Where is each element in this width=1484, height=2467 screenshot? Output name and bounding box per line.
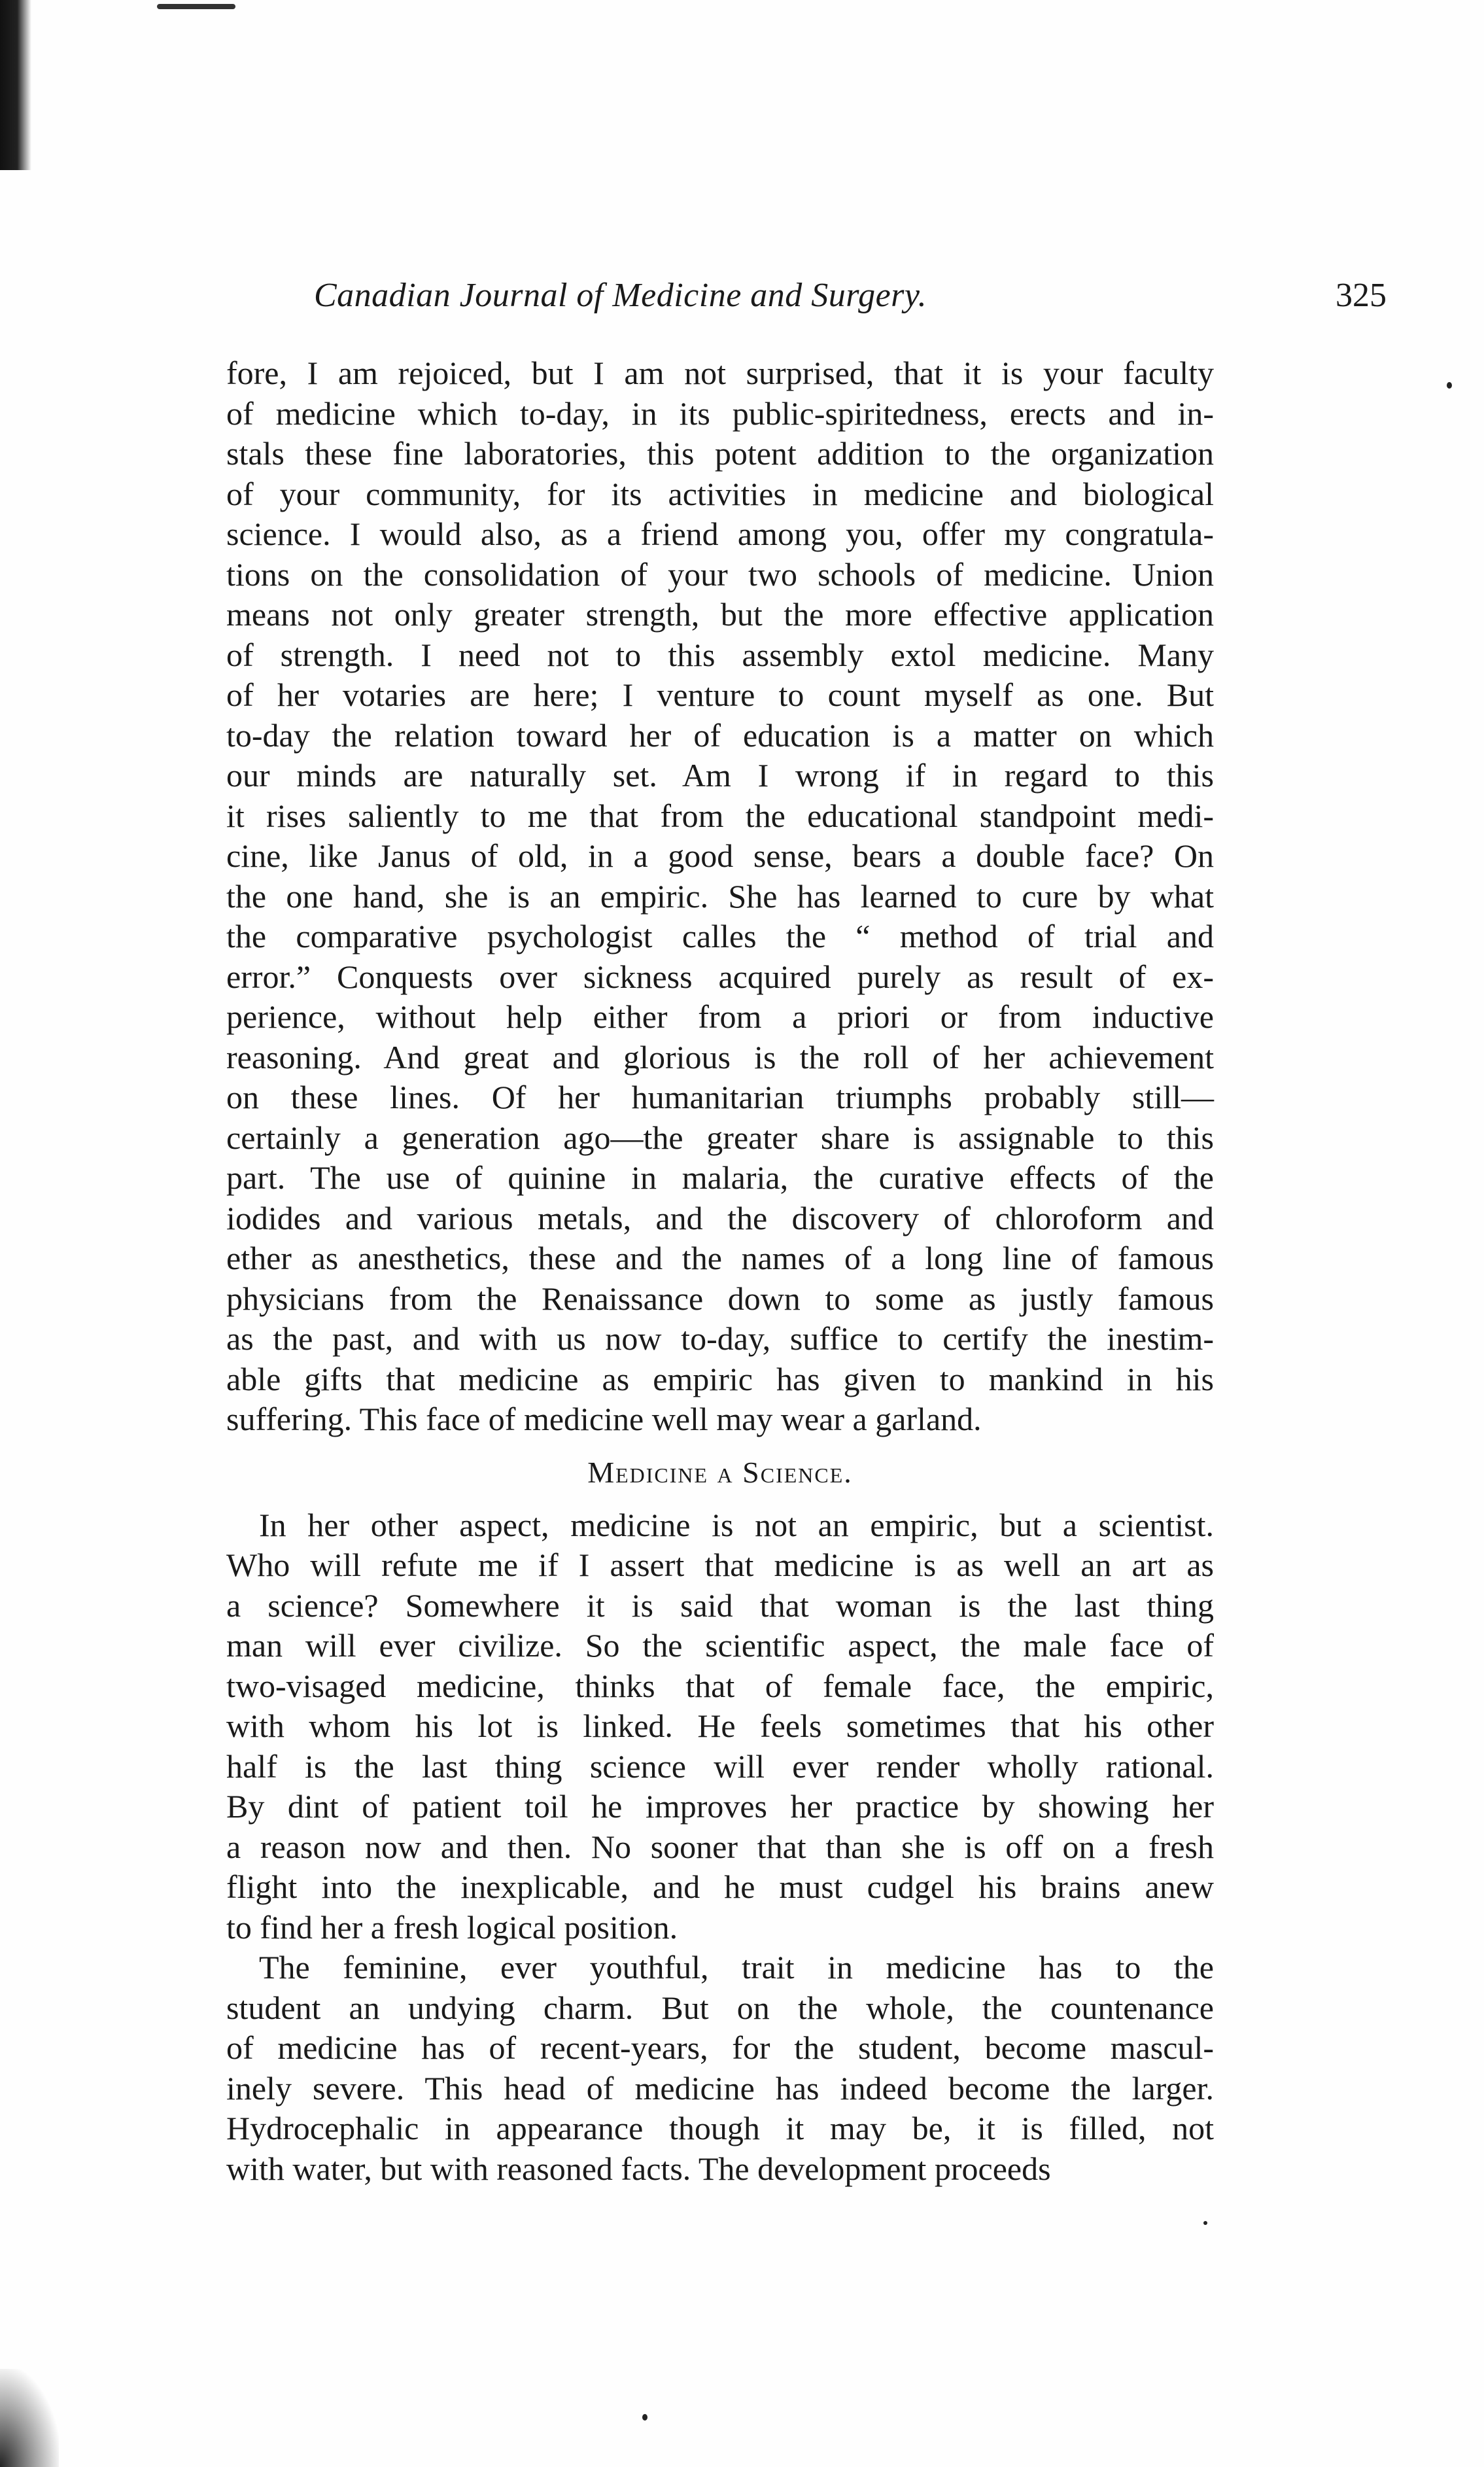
text-line: with whom his lot is linked. He feels sometimes that his other: [226, 1707, 1214, 1744]
scan-mark: [157, 4, 235, 9]
text-line: cine, like Janus of old, in a good sense, bears a double face? On: [226, 837, 1214, 874]
text-line: man will ever civilize. So the scientific aspect, the male face of: [226, 1627, 1214, 1664]
text-line: to find her a fresh logical position.: [226, 1908, 678, 1946]
text-line: of your community, for its activities in medicine and biological: [226, 475, 1214, 512]
text-line: In her other aspect, medicine is not an empiric, but a scientist.: [259, 1506, 1214, 1543]
text-line: error.” Conquests over sickness acquired purely as result of ex-: [226, 958, 1214, 995]
margin-dot: [1203, 2221, 1207, 2225]
scan-edge-artifact: [0, 0, 31, 170]
text-line: of strength. I need not to this assembly extol medicine. Many: [226, 636, 1214, 673]
text-line: part. The use of quinine in malaria, the curative effects of the: [226, 1159, 1214, 1196]
text-line: science. I would also, as a friend among you, offer my congratula-: [226, 516, 1214, 552]
text-line: the one hand, she is an empiric. She has learned to cure by what: [226, 877, 1214, 915]
text-line: The feminine, ever youthful, trait in medicine has to the: [259, 1949, 1214, 1986]
text-line: of medicine which to-day, in its public-spiritedness, erects and in-: [226, 394, 1214, 432]
text-line: perience, without help either from a priori or from inductive: [226, 998, 1214, 1035]
text-line: ether as anesthetics, these and the names of a long line of famous: [226, 1240, 1214, 1276]
text-line: the comparative psychologist calles the “ method of trial and: [226, 918, 1214, 954]
text-line: means not only greater strength, but the more effective application: [226, 596, 1214, 633]
text-line: inely severe. This head of medicine has indeed become the larger.: [226, 2069, 1214, 2107]
text-line: tions on the consolidation of your two schools of medicine. Union: [226, 555, 1214, 593]
section-heading: Medicine a Science.: [587, 1455, 853, 1489]
text-line: half is the last thing science will ever render wholly rational.: [226, 1747, 1214, 1785]
text-line: a reason now and then. No sooner that than she is off on a fresh: [226, 1828, 1214, 1865]
page-header: [314, 270, 1387, 322]
text-line: reasoning. And great and glorious is the roll of her achievement: [226, 1038, 1214, 1076]
text-line: of medicine has of recent-years, for the student, become mascul-: [226, 2029, 1214, 2066]
text-line: as the past, and with us now to-day, suffice to certify the inestim-: [226, 1320, 1214, 1357]
body-text: [226, 353, 1214, 2189]
text-line: certainly a generation ago—the greater share is assignable to this: [226, 1119, 1214, 1156]
text-line: on these lines. Of her humanitarian triumphs probably still—: [226, 1079, 1214, 1115]
margin-dot: [642, 2414, 647, 2421]
text-line: two-visaged medicine, thinks that of female face, the empiric,: [226, 1667, 1214, 1704]
text-line: Who will refute me if I assert that medicine is as well an art as: [226, 1547, 1214, 1583]
text-line: able gifts that medicine as empiric has given to mankind in his: [226, 1360, 1214, 1397]
text-line: suffering. This face of medicine well may wear a garland.: [226, 1401, 982, 1437]
page-number: 325: [1336, 277, 1387, 314]
text-line: physicians from the Renaissance down to some as justly famous: [226, 1280, 1214, 1317]
scan-edge-artifact-bottom: [0, 2369, 59, 2467]
text-line: to-day the relation toward her of education is a matter on which: [226, 716, 1214, 754]
paragraph-3: [226, 1948, 1214, 2189]
text-line: student an undying charm. But on the whole, the countenance: [226, 1989, 1214, 2026]
text-line: of her votaries are here; I venture to count myself as one. But: [226, 676, 1214, 713]
text-line: our minds are naturally set. Am I wrong if in regard to this: [226, 757, 1214, 794]
text-line: fore, I am rejoiced, but I am not surprised, that it is your faculty: [226, 355, 1214, 391]
paragraph-1: [226, 353, 1214, 1440]
text-line: it rises saliently to me that from the educational standpoint medi-: [226, 797, 1214, 834]
text-line: with water, but with reasoned facts. The development proceeds: [226, 2150, 1051, 2187]
margin-dot: [1447, 382, 1452, 389]
running-title: Canadian Journal of Medicine and Surgery.: [314, 277, 927, 314]
text-line: Hydrocephalic in appearance though it may be, it is filled, not: [226, 2110, 1214, 2146]
text-line: iodides and various metals, and the discovery of chloroform and: [226, 1199, 1214, 1236]
text-line: a science? Somewhere it is said that woman is the last thing: [226, 1586, 1214, 1624]
paragraph-2: [226, 1505, 1214, 1948]
text-line: By dint of patient toil he improves her practice by showing her: [226, 1788, 1214, 1825]
text-line: flight into the inexplicable, and he must cudgel his brains anew: [226, 1868, 1214, 1905]
text-line: stals these fine laboratories, this potent addition to the organization: [226, 435, 1214, 472]
